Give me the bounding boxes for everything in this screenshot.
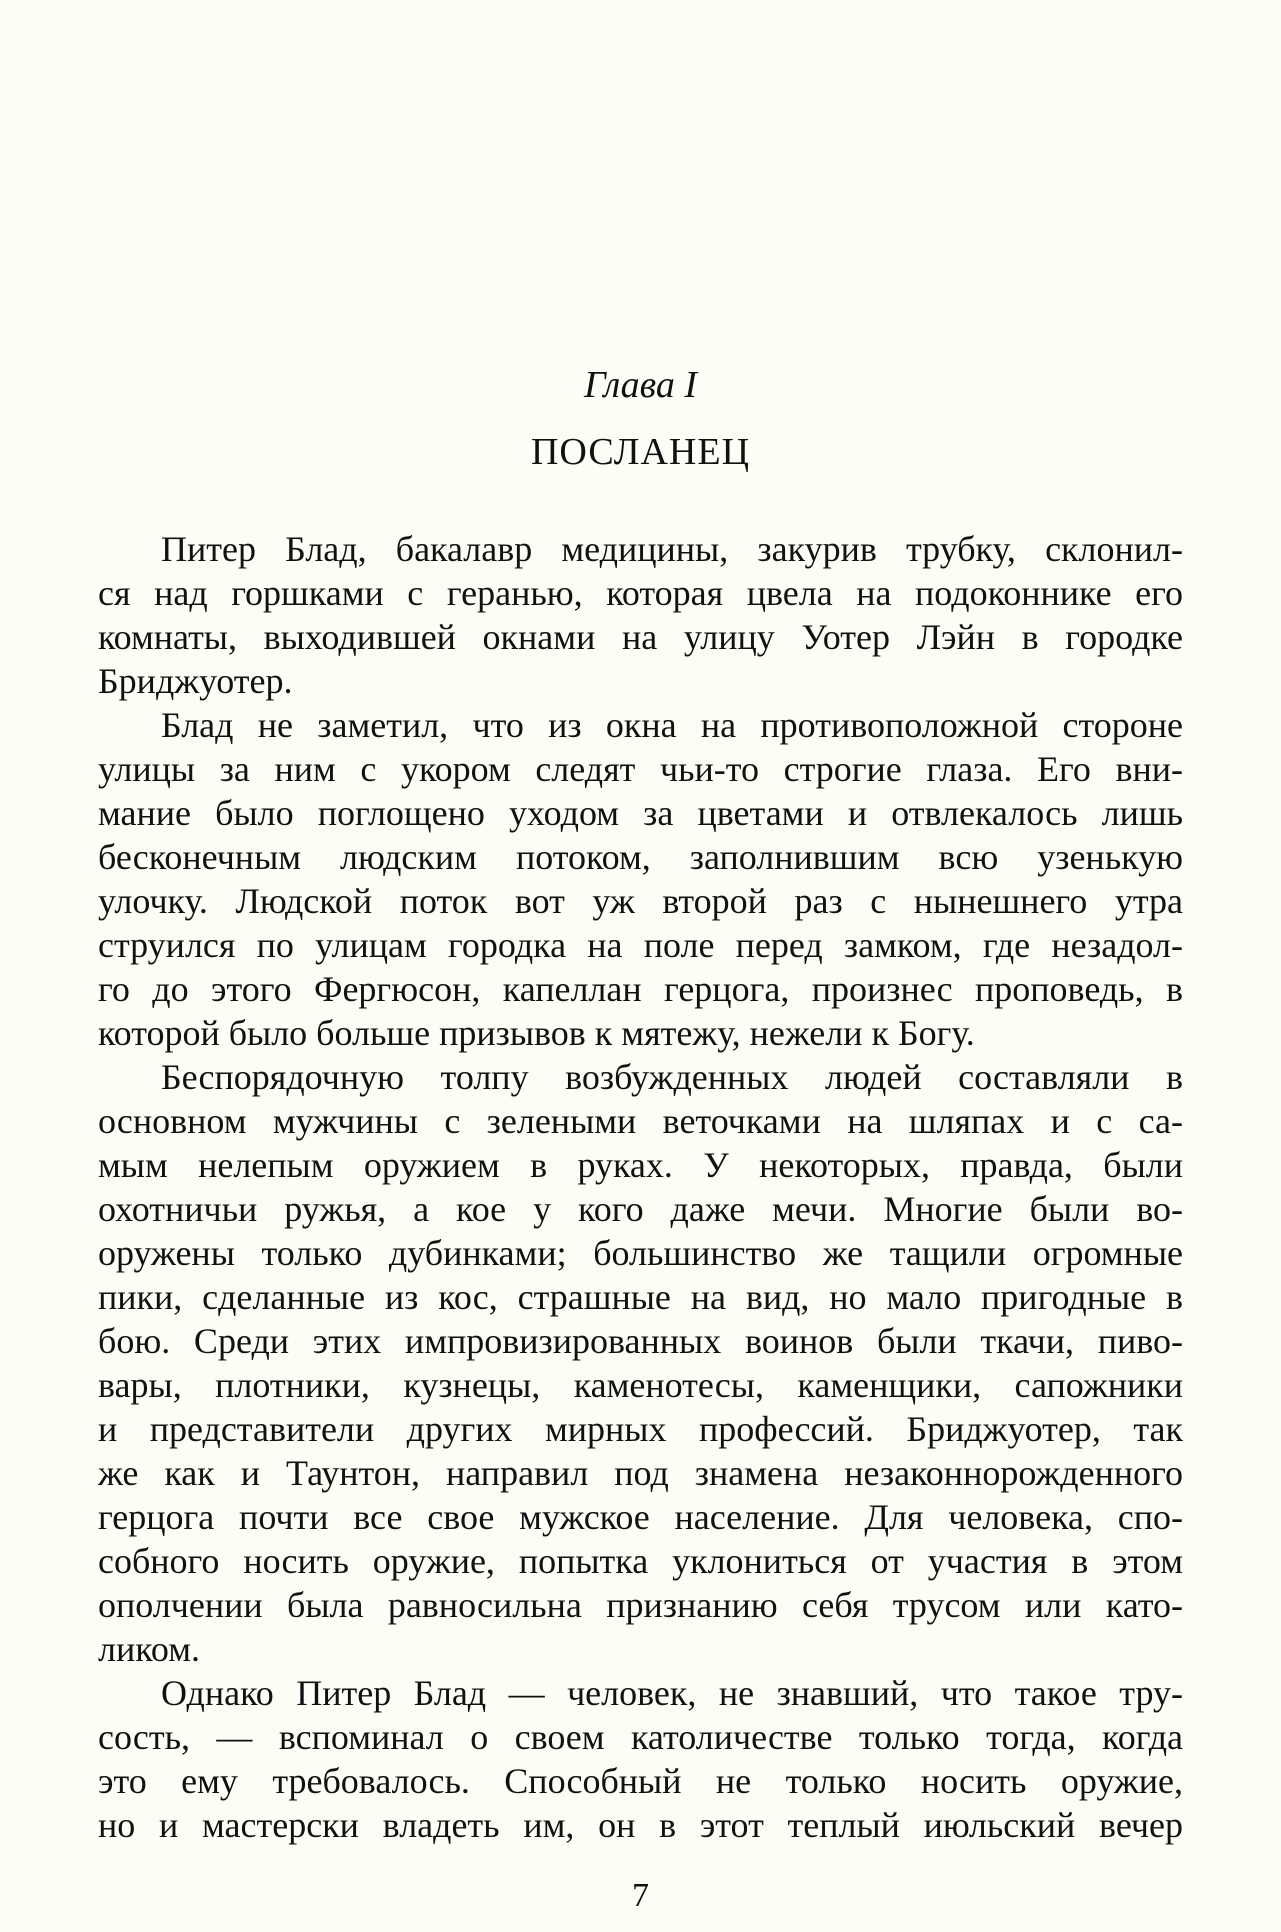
text-line: собного носить оружие, попытка уклониться от участия в этом <box>98 1541 1183 1581</box>
page-number: 7 <box>632 1877 649 1914</box>
text-line: бою. Среди этих импровизированных воинов были ткачи, пиво- <box>98 1321 1183 1361</box>
text-line: Однако Питер Блад — человек, не знавший, что такое тру- <box>161 1673 1183 1713</box>
text-line: мание было поглощено уходом за цветами и отвлекалось лишь <box>98 793 1183 833</box>
text-line: мым нелепым оружием в руках. У некоторых, правда, были <box>98 1145 1183 1185</box>
text-line: бесконечным людским потоком, заполнившим всю узенькую <box>98 837 1183 877</box>
text-line: которой было больше призывов к мятежу, нежели к Богу. <box>98 1013 975 1053</box>
chapter-title: ПОСЛАНЕЦ <box>530 431 751 473</box>
text-line: пики, сделанные из кос, страшные на вид, но мало пригодные в <box>98 1277 1183 1317</box>
text-line: ся над горшками с геранью, которая цвела на подоконнике его <box>98 573 1183 613</box>
text-line: оружены только дубинками; большинство же тащили огромные <box>98 1233 1183 1273</box>
text-line: улицы за ним с укором следят чьи-то строгие глаза. Его вни- <box>98 749 1183 789</box>
text-line: охотничьи ружья, а кое у кого даже мечи. Многие были во- <box>98 1189 1183 1229</box>
text-line: Блад не заметил, что из окна на противоположной стороне <box>161 705 1183 745</box>
text-line: ополчении была равносильна признанию себя трусом или като- <box>98 1585 1183 1625</box>
text-line: Беспорядочную толпу возбужденных людей составляли в <box>161 1057 1183 1097</box>
text-line: основном мужчины с зелеными веточками на шляпах и с са- <box>98 1101 1183 1141</box>
text-line: же как и Таунтон, направил под знамена незаконнорожденного <box>98 1453 1183 1493</box>
text-line: го до этого Фергюсон, капеллан герцога, произнес проповедь, в <box>98 969 1183 1009</box>
text-line: но и мастерски владеть им, он в этот теплый июльский вечер <box>98 1805 1183 1845</box>
text-line: герцога почти все свое мужское население. Для человека, спо- <box>98 1497 1183 1537</box>
text-line: ликом. <box>98 1629 200 1669</box>
text-line: струился по улицам городка на поле перед замком, где незадол- <box>98 925 1183 965</box>
text-line: комнаты, выходившей окнами на улицу Уотер Лэйн в городке <box>98 617 1183 657</box>
chapter-heading: Глава I <box>583 364 698 406</box>
text-line: это ему требовалось. Способный не только носить оружие, <box>98 1761 1183 1801</box>
text-line: сость, — вспоминал о своем католичестве только тогда, когда <box>98 1717 1183 1757</box>
text-line: Бриджуотер. <box>98 661 293 701</box>
text-line: вары, плотники, кузнецы, каменотесы, каменщики, сапожники <box>98 1365 1183 1405</box>
text-line: и представители других мирных профессий. Бриджуотер, так <box>98 1409 1183 1449</box>
body-text <box>98 527 1183 1847</box>
text-line: улочку. Людской поток вот уж второй раз с нынешнего утра <box>98 881 1183 921</box>
text-line: Питер Блад, бакалавр медицины, закурив трубку, склонил- <box>161 529 1183 569</box>
